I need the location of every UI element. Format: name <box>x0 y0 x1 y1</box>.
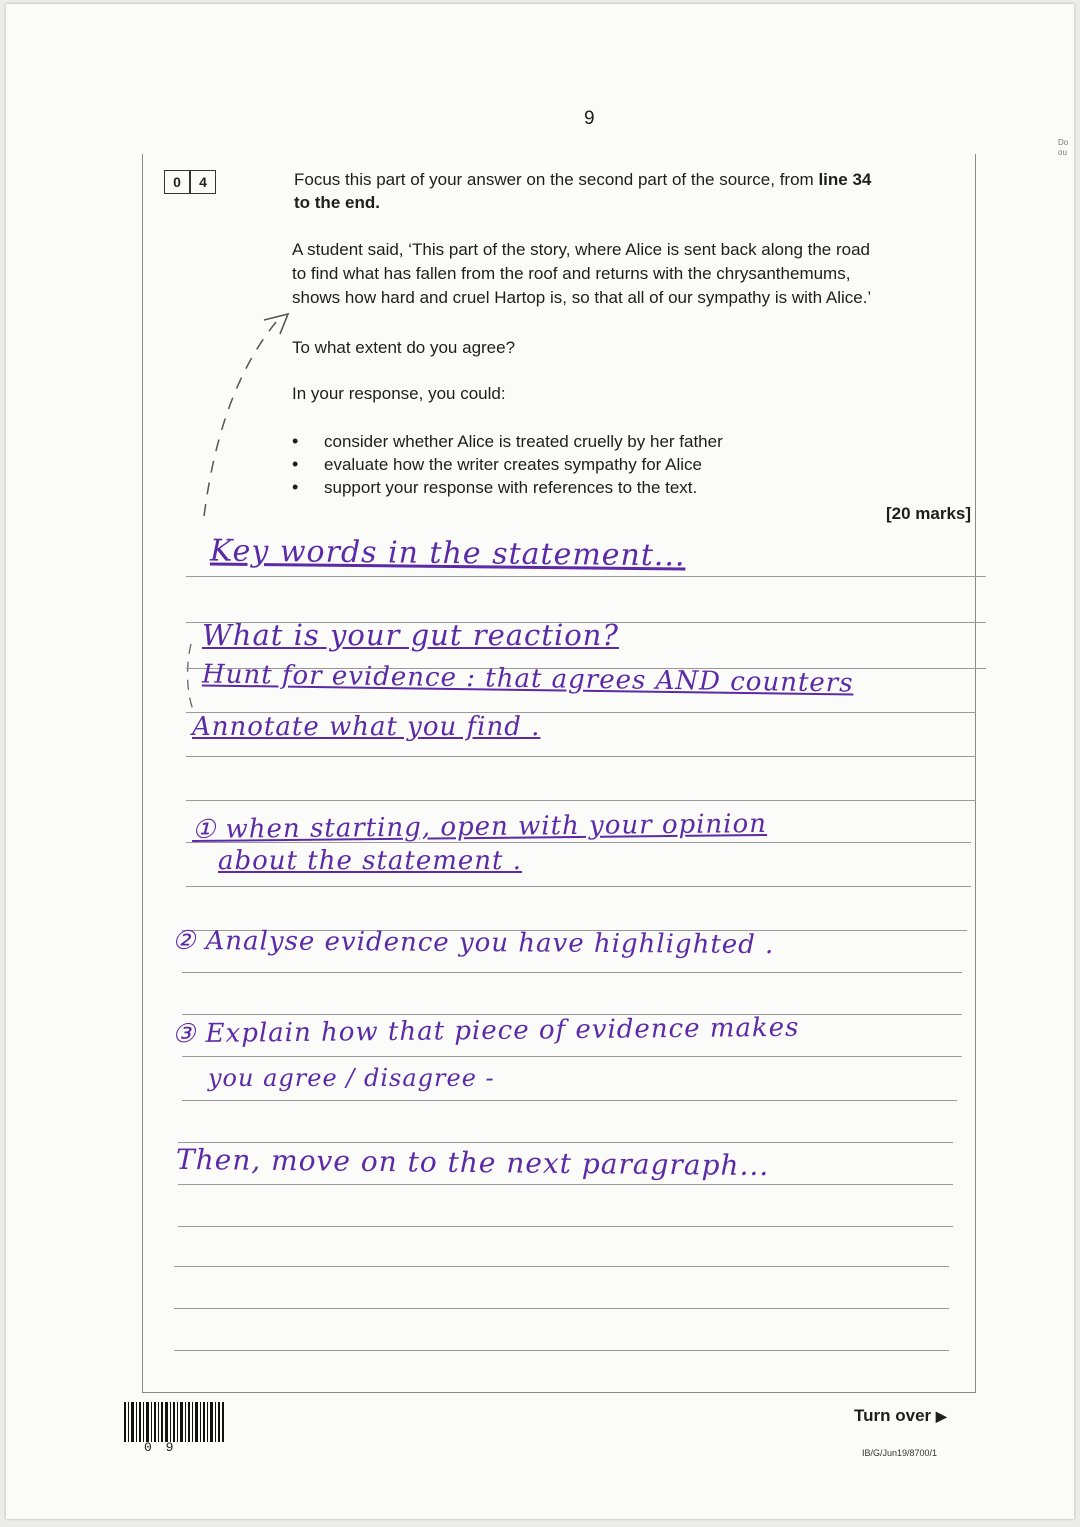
question-text: To what extent do you agree? <box>292 338 516 357</box>
focus-line-end: to the end. <box>294 193 380 212</box>
handwritten-hunt: Hunt for evidence : that agrees AND counters <box>201 659 854 699</box>
bullet-item: • evaluate how the writer creates sympathy for Alice <box>292 453 852 476</box>
margin-note: Do ou <box>1058 138 1069 157</box>
answer-line <box>174 1350 949 1351</box>
paper-code: IB/G/Jun19/8700/1 <box>862 1448 938 1458</box>
quote-line: to find what has fallen from the roof and returns with the chrysanthemums, <box>292 264 851 283</box>
arrow-right-icon: ▶ <box>935 1408 947 1424</box>
answer-line <box>186 886 971 887</box>
bullet-item: • consider whether Alice is treated cruelly by her father <box>292 430 852 453</box>
answer-line <box>182 1100 957 1101</box>
question-number-digit-2: 4 <box>190 170 216 194</box>
barcode-number: 0 9 <box>144 1440 177 1455</box>
barcode <box>124 1402 224 1442</box>
exam-page <box>6 4 1074 1519</box>
answer-line <box>178 1142 953 1143</box>
handwritten-annotate: Annotate what you find . <box>192 712 541 742</box>
marks-label: [20 marks] <box>886 504 972 523</box>
handwritten-then: Then, move on to the next paragraph... <box>175 1142 770 1183</box>
answer-line <box>186 800 976 801</box>
bullet-list <box>292 430 852 499</box>
focus-line-ref: line 34 <box>818 170 872 189</box>
answer-line <box>178 1226 953 1227</box>
answer-line <box>182 1056 962 1057</box>
focus-instruction <box>294 168 994 214</box>
answer-line <box>182 972 962 973</box>
handwritten-gut-reaction: What is your gut reaction? <box>202 618 619 652</box>
page-number: 9 <box>584 108 595 129</box>
answer-line <box>178 1184 953 1185</box>
handwritten-key-words: Key words in the statement... <box>209 533 686 574</box>
handwritten-step-3-line-2: you agree / disagree - <box>208 1064 495 1092</box>
turn-over-label <box>854 1406 947 1426</box>
answer-line <box>186 756 976 757</box>
handwritten-step-1-line-1: ① when starting, open with your opinion <box>191 808 768 846</box>
handwritten-step-2: ② Analyse evidence you have highlighted . <box>171 925 775 961</box>
quote-line: shows how hard and cruel Hartop is, so that all of our sympathy is with Alice.’ <box>292 288 872 307</box>
answer-line <box>174 1266 949 1267</box>
bullet-item: • support your response with references to the text. <box>292 476 852 499</box>
answer-line <box>186 576 986 577</box>
turn-over-text: Turn over <box>854 1406 932 1425</box>
student-quote <box>292 238 1012 310</box>
question-number-digit-1: 0 <box>164 170 190 194</box>
handwritten-step-3-line-1: ③ Explain how that piece of evidence makes <box>171 1012 800 1050</box>
response-intro: In your response, you could: <box>292 384 506 403</box>
answer-line <box>174 1308 949 1309</box>
quote-line: A student said, ‘This part of the story, where Alice is sent back along the road <box>292 240 870 259</box>
focus-text: Focus this part of your answer on the second part of the source, from <box>294 170 814 189</box>
handwritten-step-1-line-2: about the statement . <box>218 846 522 876</box>
